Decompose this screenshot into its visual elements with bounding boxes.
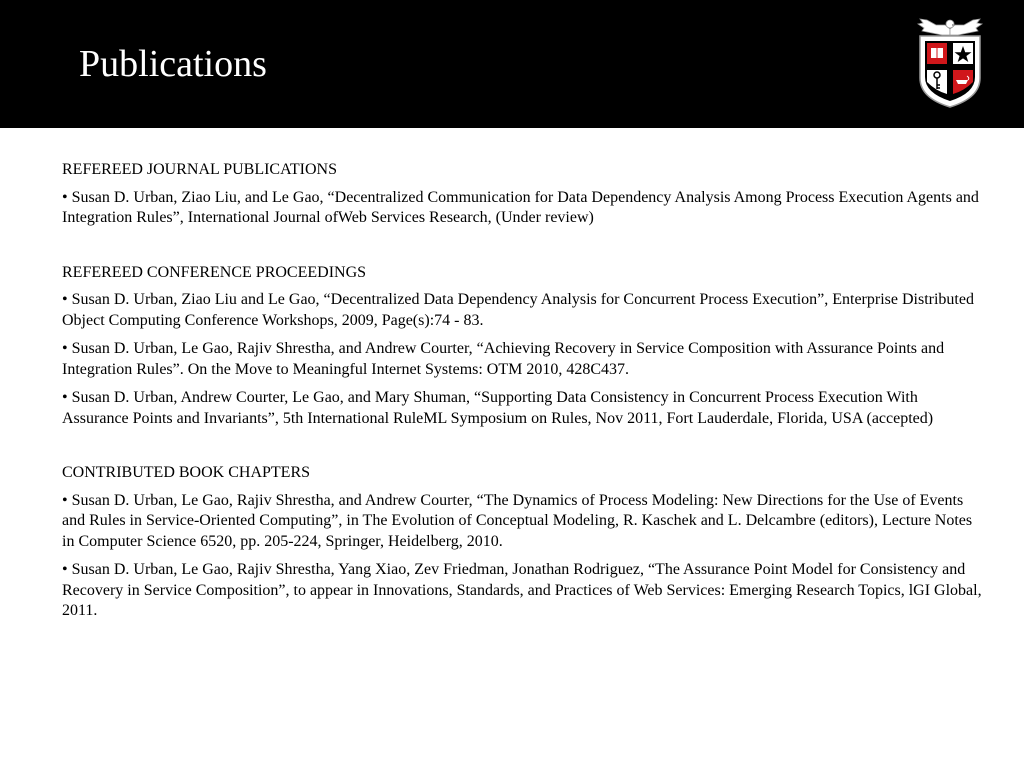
publication-entry: • Susan D. Urban, Ziao Liu and Le Gao, “Decentralized Data Dependency Analysis for Concurrent Process Execution”, Enterprise Distributed Object Computing Conference Workshops, 2009, Page(s):74 - 83. (62, 291, 974, 329)
university-shield-eagle-logo (914, 14, 986, 110)
header-bar (0, 0, 1024, 128)
book-chapters-section (62, 463, 982, 622)
journal-section (62, 160, 982, 229)
section-heading: REFEREED CONFERENCE PROCEEDINGS (62, 263, 367, 281)
publication-entry: • Susan D. Urban, Andrew Courter, Le Gao, and Mary Shuman, “Supporting Data Consistency in Concurrent Process Execution With Assurance Points and Invariants”, 5th International RuleML Symposium on Rules, Nov 2011, Fort Lauderdale, Florida, USA (accepted) (62, 389, 934, 427)
publication-entry: • Susan D. Urban, Le Gao, Rajiv Shrestha, and Andrew Courter, “Achieving Recovery in Service Composition with Assurance Points and Integration Rules”. On the Move to Meaningful Internet Systems: OTM 2010, 428C437. (62, 340, 945, 378)
publications-content (62, 160, 982, 656)
slide-title: Publications (79, 43, 267, 85)
publication-entry: • Susan D. Urban, Le Gao, Rajiv Shrestha, and Andrew Courter, “The Dynamics of Process Modeling: New Directions for the Use of Events and Rules in Service-Oriented Computing”, in The Evolution of Conceptual Modeling, R. Kaschek and L. Delcambre (editors), Lecture Notes in Computer Science 6520, pp. 205-224, Springer, Heidelberg, 2010. (62, 491, 973, 550)
section-heading: CONTRIBUTED BOOK CHAPTERS (62, 464, 311, 481)
publication-entry: • Susan D. Urban, Ziao Liu, and Le Gao, “Decentralized Communication for Data Dependency Analysis Among Process Execution Agents and Integration Rules”, International Journal ofWeb Services Research, (Under review) (62, 188, 979, 226)
section-heading: REFEREED JOURNAL PUBLICATIONS (62, 161, 337, 178)
conference-section (62, 263, 982, 430)
publication-entry: • Susan D. Urban, Le Gao, Rajiv Shrestha, Yang Xiao, Zev Friedman, Jonathan Rodriguez, “The Assurance Point Model for Consistency and Recovery in Service Composition”, to appear in Innovations, Standards, and Practices of Web Services: Emerging Research Topics, lGI Global, 2011. (62, 561, 982, 619)
